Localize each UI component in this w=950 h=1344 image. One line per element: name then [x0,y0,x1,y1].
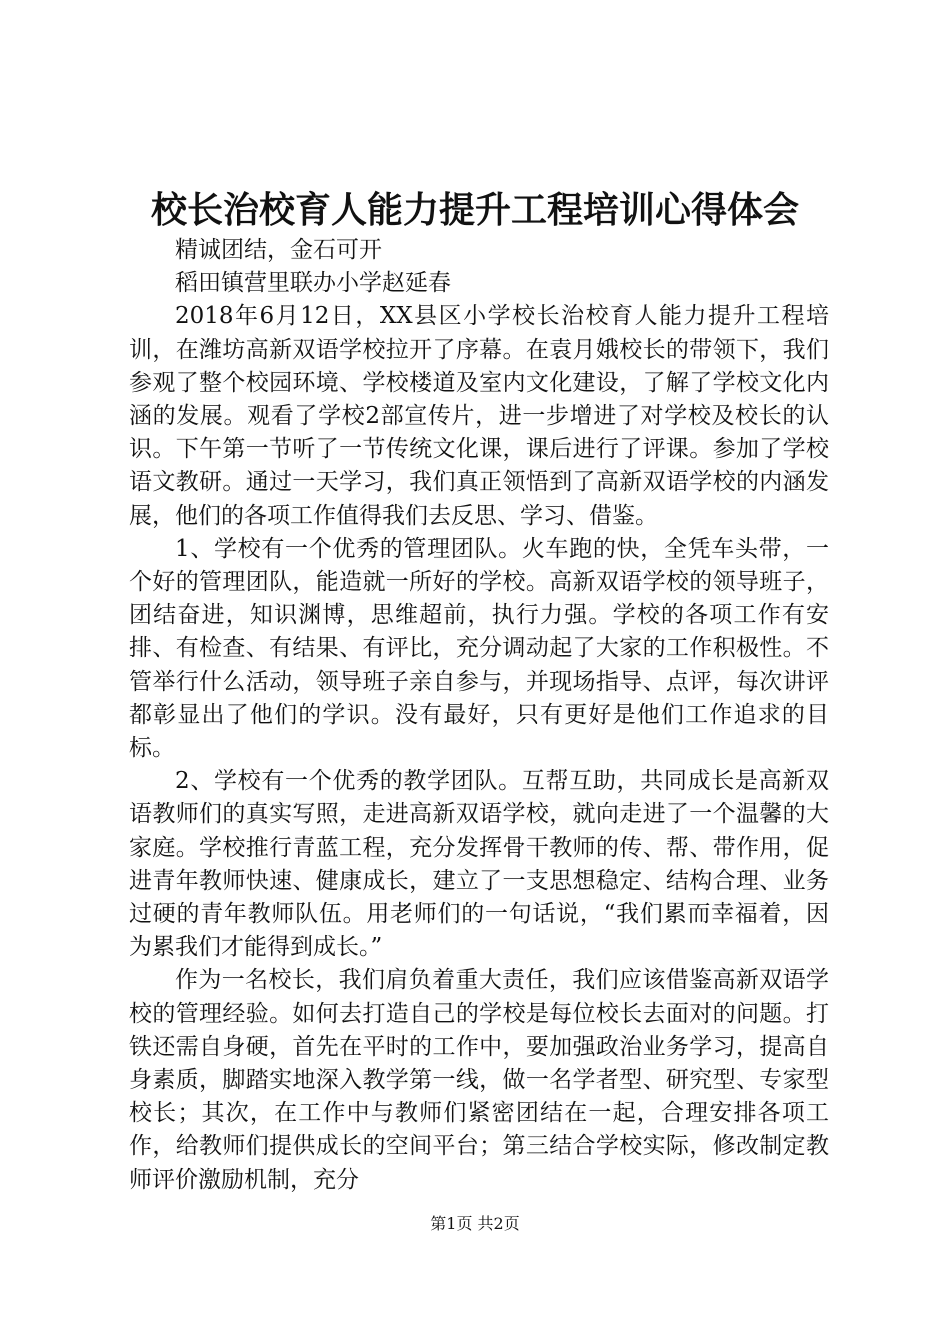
paragraph-4: 作为一名校长，我们肩负着重大责任，我们应该借鉴高新双语学校的管理经验。如何去打造自己的学校是每位校长去面对的问题。打铁还需自身硬，首先在平时的工作中，要加强政治业务学习，提高自身素质，脚踏实地深入教学第一线，做一名学者型、研究型、专家型校长；其次，在工作中与教师们紧密团结在一起，合理安排各项工作，给教师们提供成长的空间平台；第三结合学校实际，修改制定教师评价激励机制，充分 [129,967,829,1193]
paragraph-2: 1、学校有一个优秀的管理团队。火车跑的快，全凭车头带，一个好的管理团队，能造就一所好的学校。高新双语学校的领导班子，团结奋进，知识渊博，思维超前，执行力强。学校的各项工作有安排、有检查、有结果、有评比，充分调动起了大家的工作积极性。不管举行什么活动，领导班子亲自参与，并现场指导、点评，每次讲评都彰显出了他们的学识。没有最好，只有更好是他们工作追求的目标。 [129,535,829,762]
author-line: 稻田镇营里联办小学赵延春 [175,270,451,297]
subtitle-line: 精诚团结，金石可开 [175,237,382,263]
document-title: 校长治校育人能力提升工程培训心得体会 [150,189,799,231]
page-footer: 第1页 共2页 [430,1214,520,1233]
document-body [129,234,829,1197]
paragraph-1: 2018年6月12日，XX县区小学校长治校育人能力提升工程培训，在潍坊高新双语学校拉开了序幕。在袁月娥校长的带领下，我们参观了整个校园环境、学校楼道及室内文化建设，了解了学校文化内涵的发展。观看了学校2部宣传片，进一步增进了对学校及校长的认识。下午第一节听了一节传统文化课，课后进行了评课。参加了学校语文教研。通过一天学习，我们真正领悟到了高新双语学校的内涵发展，他们的各项工作值得我们去反思、学习、借鉴。 [129,303,829,529]
paragraph-3: 2、学校有一个优秀的教学团队。互帮互助，共同成长是高新双语教师们的真实写照，走进高新双语学校，就向走进了一个温馨的大家庭。学校推行青蓝工程，充分发挥骨干教师的传、帮、带作用，促进青年教师快速、健康成长，建立了一支思想稳定、结构合理、业务过硬的青年教师队伍。用老师们的一句话说，“我们累而幸福着，因为累我们才能得到成长。” [129,768,829,961]
